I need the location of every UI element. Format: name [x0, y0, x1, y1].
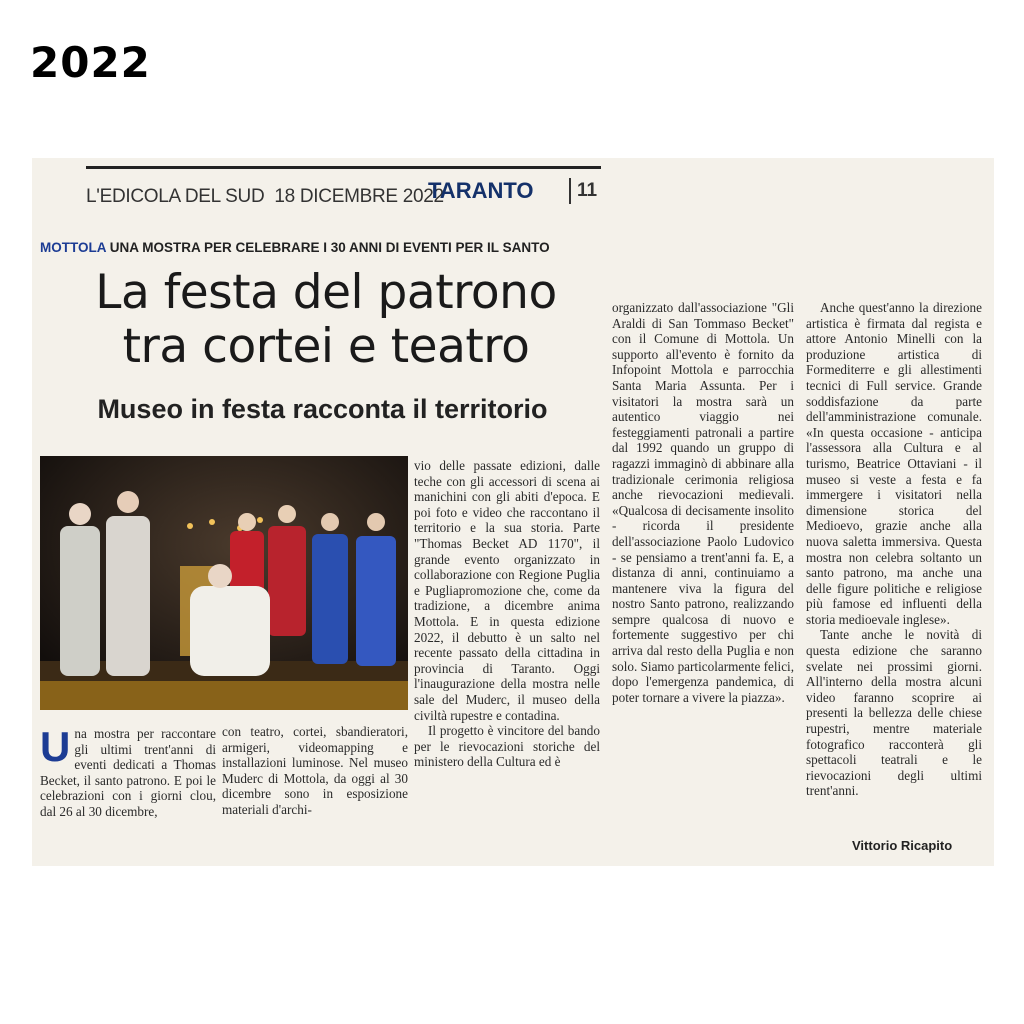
- column-3-paragraph-2: Il progetto è vincitore del bando per le rievocazioni storiche del ministero della Cultura ed è: [414, 723, 600, 770]
- headline: [46, 266, 606, 374]
- column-3-paragraph-1: vio delle passate edizioni, dalle teche con gli accessori di scena ai manichini con gli abiti d'epoca. E poi foto e video che raccontano il territorio e la sua storia. Parte "Thomas Becket AD 1170", il grande evento organizzato in collaborazione con Regione Puglia e Pugliapromozione che, come da tradizione, a dicembre anima Mottola. E in questa edizione 2022, il debutto è un salto nel recente passato della cittadina in provincia di Taranto. Oggi l'inaugurazione della mostra nelle sale del Muderc, il museo della civiltà rupestre e contadina.: [414, 458, 600, 723]
- page-number: 11: [577, 180, 598, 201]
- byline: Vittorio Ricapito: [852, 838, 953, 853]
- article-column-1: [40, 723, 216, 820]
- article-column-4: [612, 300, 794, 705]
- masthead-rule: [86, 166, 601, 169]
- article-column-3: [414, 458, 600, 770]
- article-column-5: [806, 300, 982, 799]
- article-photo: [40, 456, 408, 710]
- masthead-separator: [569, 178, 571, 204]
- column-2-text: con teatro, cortei, sbandieratori, armigeri, videomapping e installazioni luminose. Nel museo Muderc di Mottola, da oggi al 30 dicembre sono in esposizione materiali d'archi-: [222, 724, 408, 817]
- article-column-2: [222, 724, 408, 818]
- column-4-text: organizzato dall'associazione "Gli Araldi di San Tommaso Becket" con il Comune di Mottola. Un supporto all'evento è fornito da Infopoint Mottola e parrocchia Santa Maria Assunta. Per i visitatori la mostra sarà un autentico viaggio nei festeggiamenti patronali a partire dal 1992 quando un gruppo di ragazzi immaginò di abbinare alla tradizionale cerimonia religiosa anche rievocazioni medievali. «Qualcosa di decisamente insolito - ricorda il presidente dell'associazione Paolo Ludovico - se pensiamo a trent'anni fa. E, a distanza di anni, continuiamo a mantenere viva la figura del nostro Santo patrono, realizzando sempre qualcosa di nuovo e fortemente suggestivo per chi arriva dal resto della Puglia e non solo. Siamo particolarmente felici, dopo l'emergenza pandemica, di poter tornare a vivere la piazza».: [612, 300, 795, 705]
- kicker-text: UNA MOSTRA PER CELEBRARE I 30 ANNI DI EVENTI PER IL SANTO: [109, 240, 550, 255]
- publication-name: L'EDICOLA DEL SUD: [86, 186, 265, 207]
- kicker-tag: MOTTOLA: [40, 240, 106, 255]
- column-5-paragraph-1: Anche quest'anno la direzione artistica è firmata dal regista e attore Antonio Minelli con la produzione artistica di Formediterre e gli allestimenti tecnici di Full service. Grande soddisfazione da parte dell'amministrazione comunale. «In questa occasione - anticipa l'assessora alla Cultura e al turismo, Beatrice Ottaviani - il museo si veste a festa e fa immergere i visitatori nella dimensione storica del Medioevo, grazie anche alla nuova saletta immersiva. Questa mostra non celebra soltanto un santo patrono, ma anche una delle figure politiche e religiose più famose ed influenti della storia medioevale inglese».: [806, 300, 982, 627]
- section-name: TARANTO: [428, 178, 534, 203]
- year-heading: 2022: [30, 38, 151, 87]
- headline-line-1: La festa del patrono: [95, 265, 557, 320]
- photo-illustration: [40, 456, 408, 710]
- subheadline: Museo in festa racconta il territorio: [97, 394, 548, 424]
- drop-cap: U: [40, 723, 71, 770]
- publication-date: 18 DICEMBRE 2022: [274, 186, 444, 207]
- headline-line-2: tra cortei e teatro: [122, 319, 530, 374]
- column-1-text: na mostra per raccontare gli ultimi trent'anni di eventi dedicati a Thomas Becket, il santo patrono. E poi le celebrazioni con i giorni clou, dal 26 al 30 dicembre,: [40, 726, 216, 819]
- kicker: [40, 240, 605, 255]
- column-5-paragraph-2: Tante anche le novità di questa edizione che saranno svelate nei prossimi giorni. All'interno della mostra alcuni video faranno scoprire ai presenti la bellezza delle chiese rupestri, mentre materiale fotografico racconterà gli spettacoli teatrali e le rievocazioni degli ultimi trent'anni.: [806, 627, 982, 799]
- publication-and-date: [86, 186, 444, 208]
